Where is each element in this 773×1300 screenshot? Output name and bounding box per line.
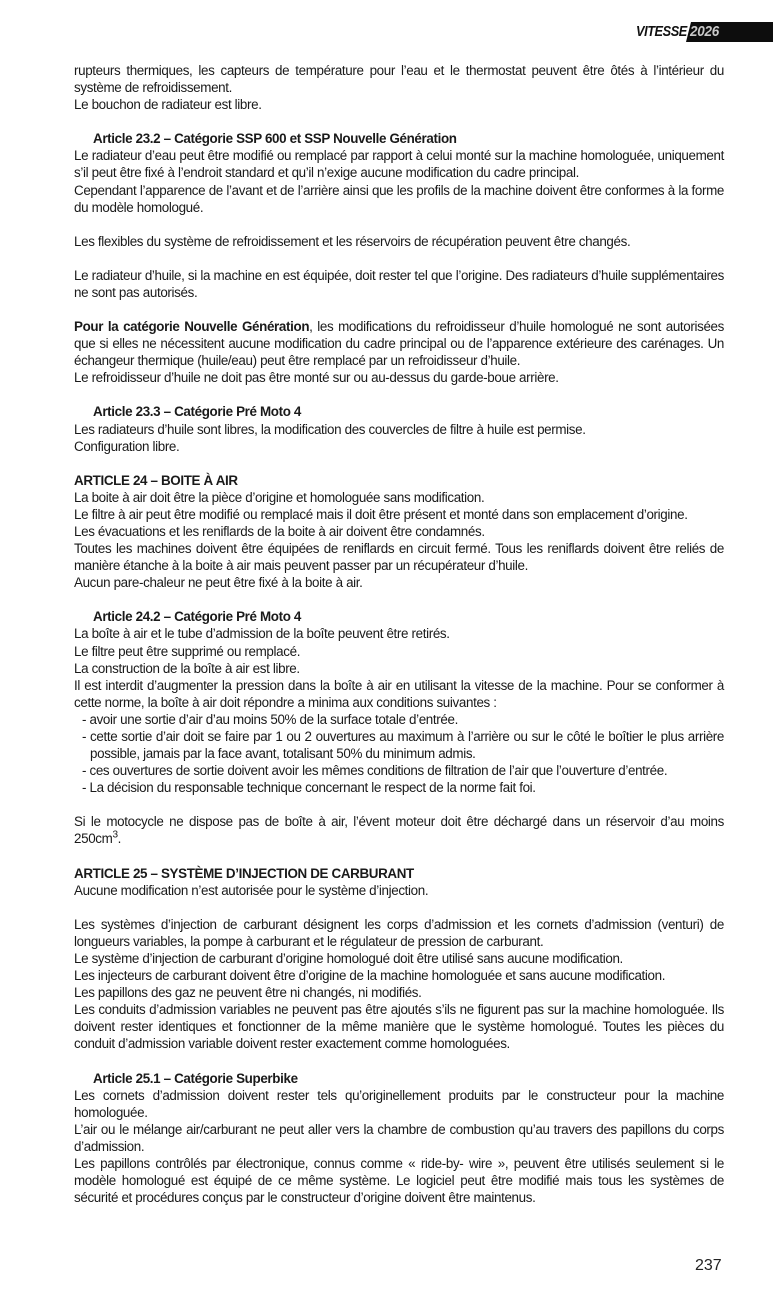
paragraph-end: . — [117, 831, 122, 847]
paragraph: Les injecteurs de carburant doivent être d’origine de la machine homologuée et sans aucune modification. — [74, 968, 666, 984]
paragraph: Les conduits d’admission variables ne peuvent pas être ajoutés s’ils ne figurent pas sur la machine homologuée. Ils doivent rester identiques et fonctionner de la même manière que le système homologué. Toutes les pièces du conduit d’admission variable doivent rester exactement comme homologuées. — [74, 1002, 724, 1052]
article-24-heading: ARTICLE 24 – BOITE À AIR — [74, 472, 238, 488]
paragraph: La construction de la boîte à air est libre. — [74, 660, 300, 676]
bold-lead: Pour la catégorie Nouvelle Génération — [74, 319, 310, 335]
superscript: 3 — [112, 830, 118, 841]
paragraph: Cependant l’apparence de l’avant et de l’arrière ainsi que les profils de la machine doivent être conformes à la forme du modèle homologué. — [74, 182, 724, 215]
paragraph-text: Si le motocycle ne dispose pas de boîte à air, l’évent moteur doit être déchargé dans un réservoir d’au moins 250cm — [74, 814, 724, 847]
paragraph: Les radiateurs d’huile sont libres, la modification des couvercles de filtre à huile est permise. — [74, 421, 586, 437]
paragraph: Le radiateur d’eau peut être modifié ou remplacé par rapport à celui monté sur la machine homologuée, uniquement s’il peut être fixé à l’endroit standard et qu’il n’exige aucune modification du cadre principal. — [74, 148, 724, 181]
paragraph — [74, 318, 724, 369]
paragraph: Aucun pare-chaleur ne peut être fixé à la boite à air. — [74, 575, 363, 591]
list-item: - cette sortie d’air doit se faire par 1 ou 2 ouvertures au maximum à l’arrière ou sur le côté le boîtier le plus arrière possible, jamais par la face avant, totalisant 50% du minimum admis. — [82, 729, 724, 762]
page-number: 237 — [695, 1257, 722, 1274]
brand-year: 2026 — [690, 23, 719, 40]
list-item: - La décision du responsable technique concernant le respect de la norme fait foi. — [82, 780, 536, 796]
paragraph: Les papillons contrôlés par électronique, connus comme « ride-by- wire », peuvent être utilisés seulement si le modèle homologué est équipé de ce même système. Le logiciel peut être modifié mais tous les systèmes de sécurité et procédures conçus par le constructeur d’origine doivent être maintenus. — [74, 1155, 724, 1206]
paragraph: Configuration libre. — [74, 438, 180, 454]
paragraph: Les cornets d’admission doivent rester tels qu’originellement produits par le constructeur pour la machine homologuée. — [74, 1087, 724, 1120]
paragraph: Le filtre peut être supprimé ou remplacé. — [74, 643, 301, 659]
article-23-3-heading: Article 23.3 – Catégorie Pré Moto 4 — [93, 404, 302, 420]
paragraph: Les systèmes d’injection de carburant désignent les corps d’admission et les cornets d’admission (venturi) de longueurs variables, la pompe à carburant et le régulateur de pression de carburant. — [74, 916, 724, 949]
paragraph: Les évacuations et les reniflards de la boite à air doivent être condamnés. — [74, 523, 485, 539]
brand-name: VITESSE — [636, 23, 687, 40]
paragraph: Le filtre à air peut être modifié ou remplacé mais il doit être présent et monté dans son emplacement d’origine. — [74, 506, 688, 522]
paragraph: Toutes les machines doivent être équipées de reniflards en circuit fermé. Tous les reniflards doivent être reliés de manière étanche à la boite à air mais peuvent passer par un récupérateur d’huile. — [74, 541, 724, 574]
article-23-2-heading: Article 23.2 – Catégorie SSP 600 et SSP Nouvelle Génération — [93, 131, 457, 147]
paragraph: Aucune modification n’est autorisée pour le système d’injection. — [74, 882, 429, 898]
paragraph: L’air ou le mélange air/carburant ne peut aller vers la chambre de combustion qu’au travers des papillons du corps d’admission. — [74, 1121, 724, 1154]
paragraph: rupteurs thermiques, les capteurs de température pour l’eau et le thermostat peuvent être ôtés à l’intérieur du système de refroidissement. — [74, 63, 724, 96]
list-item: - avoir une sortie d’air d’au moins 50% de la surface totale d’entrée. — [82, 711, 458, 727]
paragraph: Le système d’injection de carburant d’origine homologué doit être utilisé sans aucune modification. — [74, 950, 623, 966]
paragraph: Le bouchon de radiateur est libre. — [74, 97, 262, 113]
article-25-1-heading: Article 25.1 – Catégorie Superbike — [93, 1070, 298, 1086]
paragraph: La boite à air doit être la pièce d’origine et homologuée sans modification. — [74, 489, 485, 505]
paragraph: Les papillons des gaz ne peuvent être ni changés, ni modifiés. — [74, 985, 422, 1001]
paragraph: Les flexibles du système de refroidissement et les réservoirs de récupération peuvent être changés. — [74, 233, 631, 249]
paragraph: Le radiateur d’huile, si la machine en est équipée, doit rester tel que l’origine. Des radiateurs d’huile supplémentaires ne sont pas autorisés. — [74, 267, 724, 300]
paragraph: La boîte à air et le tube d’admission de la boîte peuvent être retirés. — [74, 626, 450, 642]
paragraph: Le refroidisseur d’huile ne doit pas être monté sur ou au-dessus du garde-boue arrière. — [74, 370, 559, 386]
paragraph-text: , les modifications du refroidisseur d’huile homologué ne sont autorisées que si elles ne nécessitent aucune modification du cadre principal ou de l’apparence extérieure des carénages. Un échangeur thermique (huile/eau) peut être remplacé par un refroidisseur d’huile. — [74, 319, 725, 369]
article-25-heading: ARTICLE 25 – SYSTÈME D’INJECTION DE CARBURANT — [74, 865, 414, 881]
paragraph — [74, 813, 724, 847]
document-body — [74, 62, 724, 1206]
paragraph: Il est interdit d’augmenter la pression dans la boîte à air en utilisant la vitesse de la machine. Pour se conformer à cette norme, la boîte à air doit répondre a minima aux conditions suivantes : — [74, 677, 724, 710]
list-item: - ces ouvertures de sortie doivent avoir les mêmes conditions de filtration de l’air que l’ouverture d’entrée. — [82, 763, 668, 779]
page-header-brand — [636, 22, 773, 42]
article-24-2-heading: Article 24.2 – Catégorie Pré Moto 4 — [93, 609, 302, 625]
